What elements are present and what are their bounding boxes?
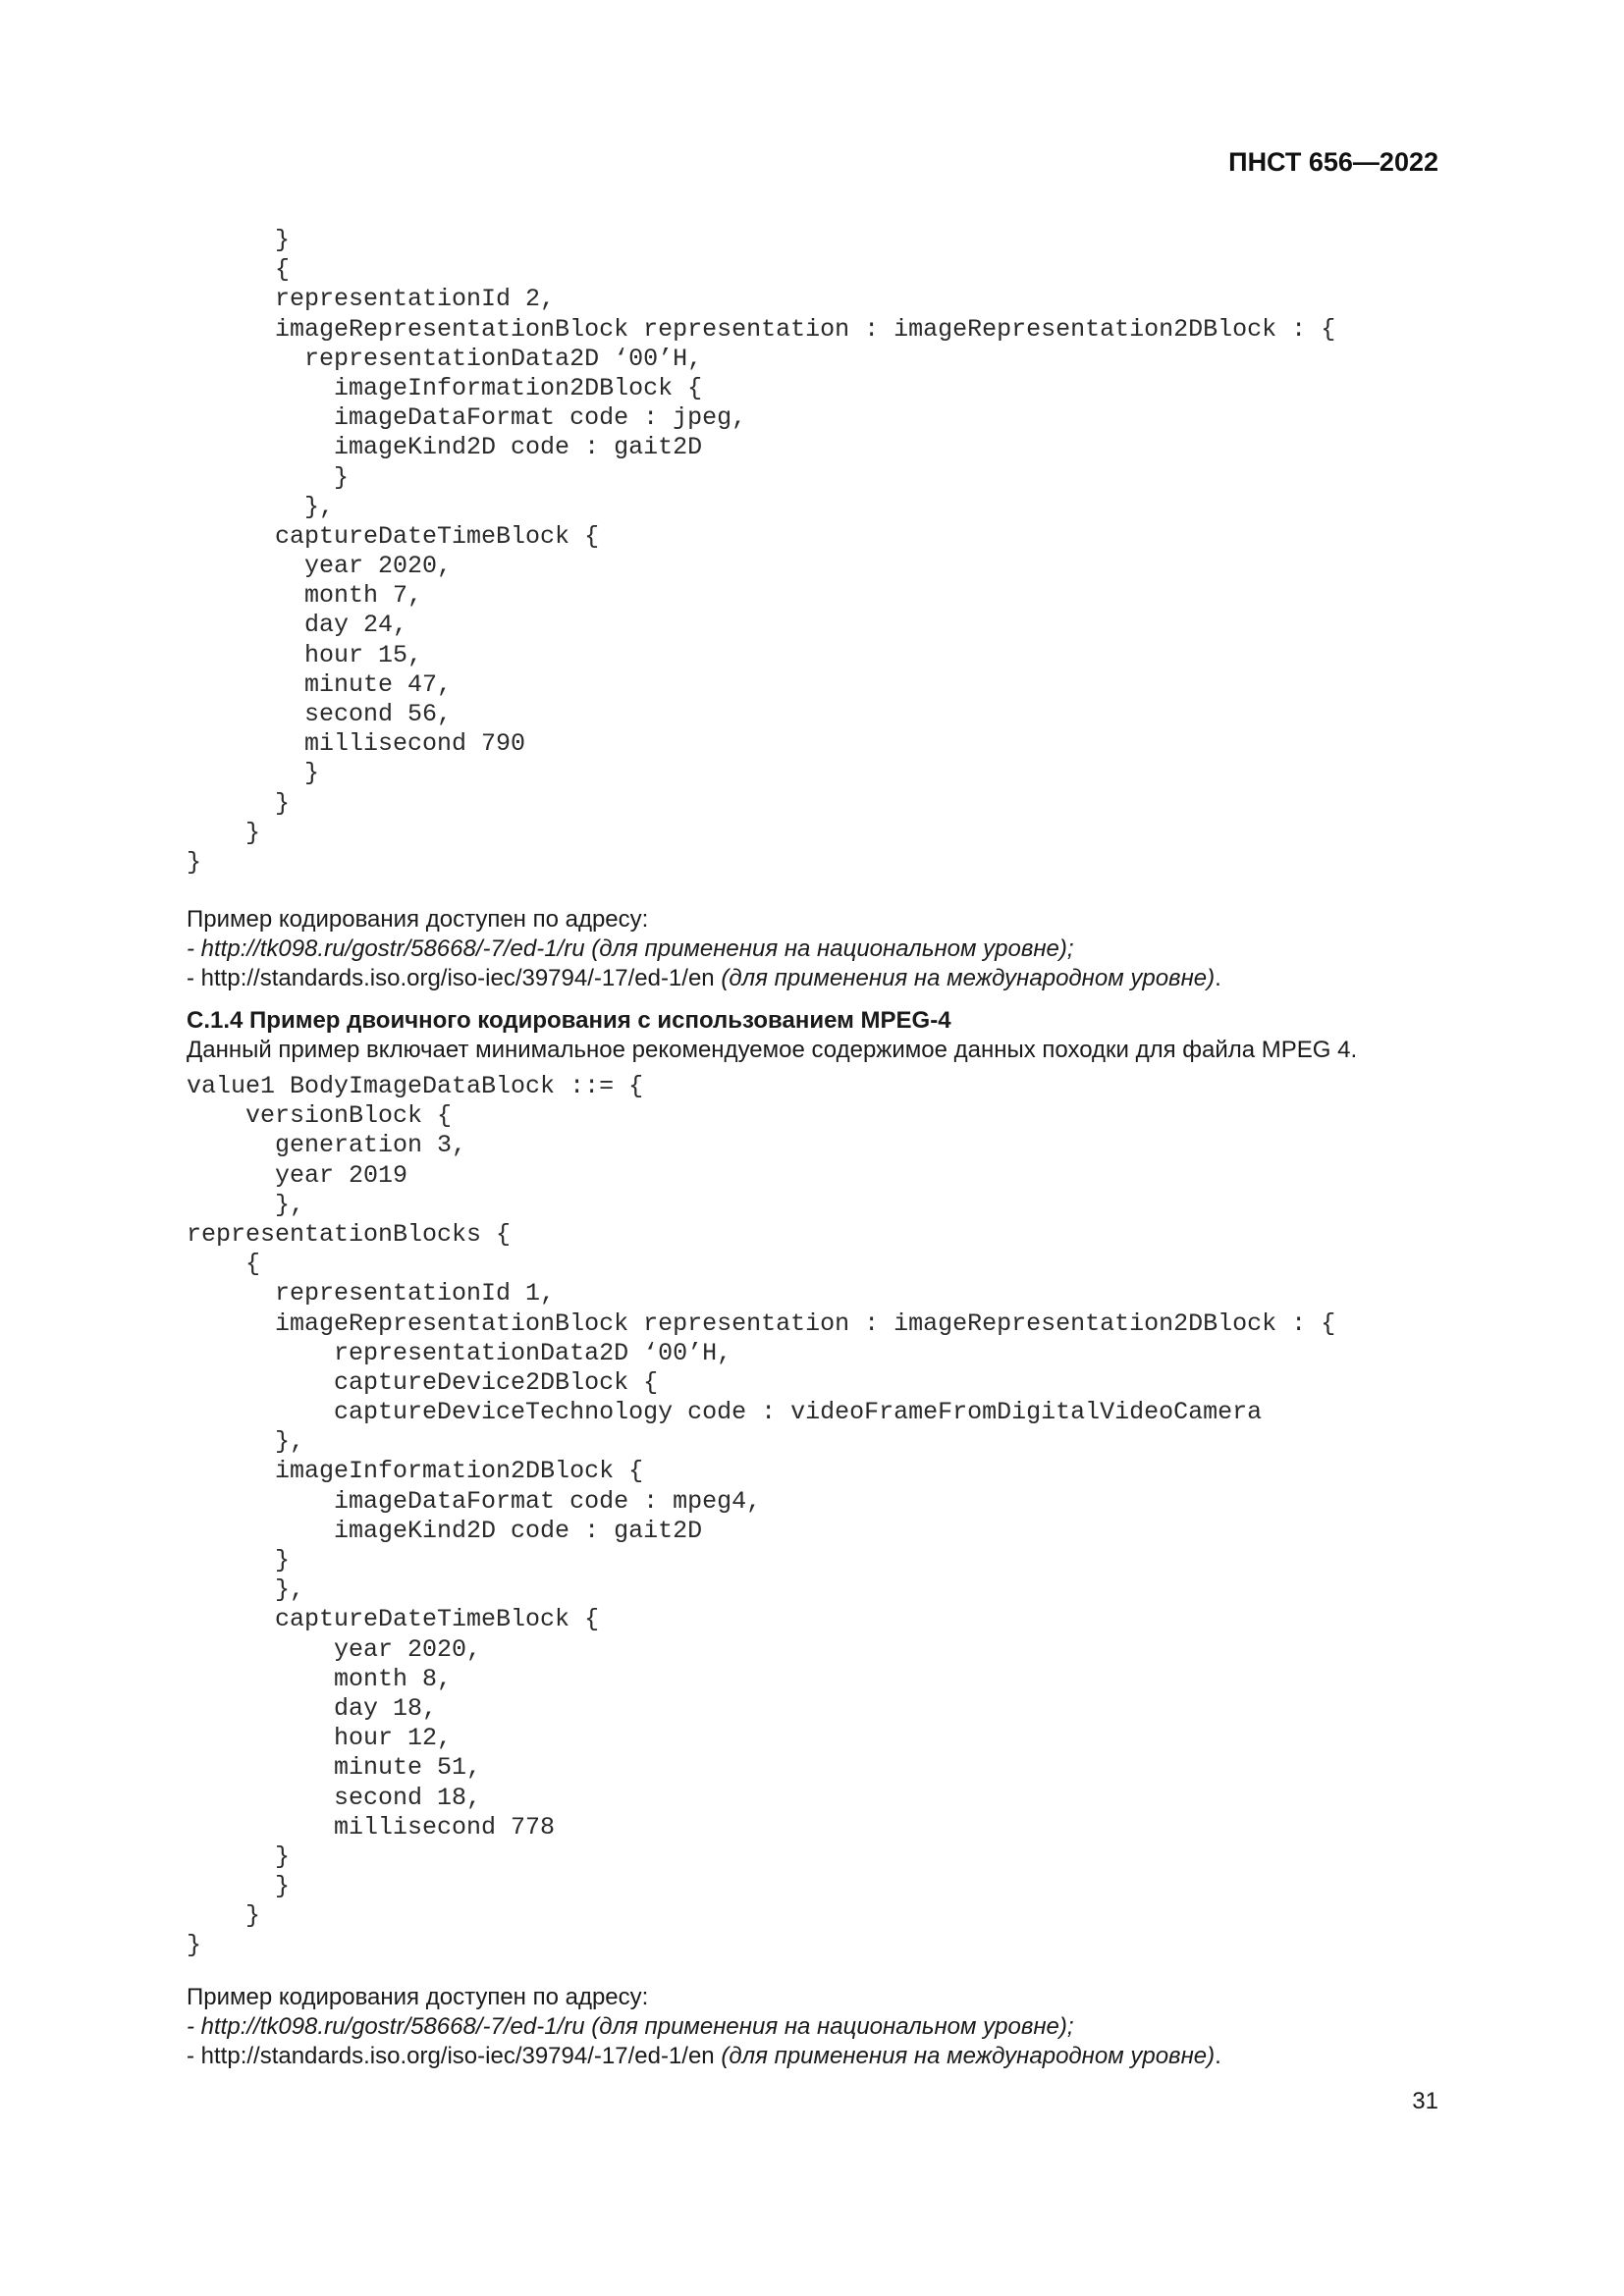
code-line: versionBlock { <box>187 1101 453 1131</box>
code-line: hour 12, <box>187 1724 453 1753</box>
code-line: } <box>187 788 291 818</box>
code-line: minute 47, <box>187 669 453 699</box>
national-url-link[interactable]: - http://tk098.ru/gostr/58668/-7/ed-1/ru <box>187 935 585 962</box>
code-line: captureDeviceTechnology code : videoFrameFromDigitalVideoCamera <box>187 1398 1263 1427</box>
asn1-code-block-jpeg-example <box>187 226 1335 878</box>
international-reference <box>187 2042 1221 2071</box>
code-line: } <box>187 1546 291 1575</box>
code-line: day 18, <box>187 1693 438 1723</box>
national-reference <box>187 934 1221 964</box>
code-line: captureDateTimeBlock { <box>187 521 600 551</box>
code-line: hour 15, <box>187 640 423 669</box>
code-line: year 2020, <box>187 1634 482 1664</box>
international-note-end: . <box>1215 2043 1221 2069</box>
code-line: imageKind2D code : gait2D <box>187 1516 703 1545</box>
code-line: month 7, <box>187 581 423 611</box>
code-line: } <box>187 1901 261 1931</box>
code-line: } <box>187 1842 291 1871</box>
code-line: representationData2D ‘00’H, <box>187 1338 732 1367</box>
availability-note-2 <box>187 1983 1221 2071</box>
code-line: captureDevice2DBlock { <box>187 1367 659 1397</box>
code-line: day 24, <box>187 611 408 640</box>
code-line: } <box>187 1931 202 1960</box>
code-line: representationData2D ‘00’H, <box>187 344 703 373</box>
code-line: }, <box>187 492 335 521</box>
availability-intro: Пример кодирования доступен по адресу: <box>187 906 649 933</box>
code-line: } <box>187 226 291 254</box>
document-id: ПНСТ 656—2022 <box>1228 147 1438 177</box>
code-line: } <box>187 847 202 877</box>
code-line: } <box>187 462 350 492</box>
code-line: captureDateTimeBlock { <box>187 1605 600 1634</box>
code-line: imageInformation2DBlock { <box>187 373 703 402</box>
international-note-end: . <box>1215 965 1221 991</box>
international-usage-note: (для применения на международном уровне) <box>714 965 1216 991</box>
national-usage-note: (для применения на национальном уровне); <box>584 2013 1074 2040</box>
code-line: } <box>187 818 261 847</box>
section-description: Данный пример включает минимальное рекомендуемое содержимое данных походки для файла MPEG 4. <box>187 1037 1358 1063</box>
code-line: imageDataFormat code : jpeg, <box>187 403 747 433</box>
code-line: imageRepresentationBlock representation : imageRepresentation2DBlock : { <box>187 1308 1336 1338</box>
code-line: } <box>187 759 320 788</box>
code-line: minute 51, <box>187 1753 482 1783</box>
code-line: year 2020, <box>187 552 453 581</box>
code-line: second 56, <box>187 700 453 728</box>
code-line: { <box>187 255 291 285</box>
code-line: year 2019 <box>187 1160 408 1190</box>
asn1-code-block-mpeg4-example <box>187 1072 1335 1961</box>
international-reference <box>187 964 1221 993</box>
code-line: value1 BodyImageDataBlock ::= { <box>187 1072 644 1100</box>
code-line: imageInformation2DBlock { <box>187 1457 644 1486</box>
page-number: 31 <box>1412 2088 1438 2114</box>
national-reference <box>187 2012 1221 2042</box>
national-url-link[interactable]: - http://tk098.ru/gostr/58668/-7/ed-1/ru <box>187 2013 585 2040</box>
code-line: millisecond 778 <box>187 1812 556 1842</box>
international-url-link[interactable]: - http://standards.iso.org/iso-iec/39794/-17/ed-1/en <box>187 2043 715 2069</box>
code-line: }, <box>187 1190 305 1219</box>
national-usage-note: (для применения на национальном уровне); <box>584 935 1074 962</box>
code-line: month 8, <box>187 1664 453 1693</box>
international-usage-note: (для применения на международном уровне) <box>714 2043 1216 2069</box>
code-line: imageDataFormat code : mpeg4, <box>187 1486 762 1516</box>
code-line: { <box>187 1250 261 1279</box>
code-line: imageKind2D code : gait2D <box>187 433 703 462</box>
code-line: }, <box>187 1575 305 1605</box>
code-line: representationId 2, <box>187 285 556 314</box>
code-line: millisecond 790 <box>187 729 526 759</box>
international-url-link[interactable]: - http://standards.iso.org/iso-iec/39794/-17/ed-1/en <box>187 965 715 991</box>
availability-intro: Пример кодирования доступен по адресу: <box>187 1984 649 2010</box>
section-c-1-4 <box>187 1006 1357 1065</box>
code-line: representationId 1, <box>187 1279 556 1308</box>
section-heading: С.1.4 Пример двоичного кодирования с использованием MPEG-4 <box>187 1007 951 1034</box>
code-line: representationBlocks { <box>187 1219 512 1249</box>
code-line: } <box>187 1872 291 1901</box>
code-line: generation 3, <box>187 1131 467 1160</box>
code-line: imageRepresentationBlock representation : imageRepresentation2DBlock : { <box>187 314 1336 344</box>
code-line: }, <box>187 1427 305 1457</box>
availability-note-1 <box>187 905 1221 993</box>
code-line: second 18, <box>187 1783 482 1812</box>
